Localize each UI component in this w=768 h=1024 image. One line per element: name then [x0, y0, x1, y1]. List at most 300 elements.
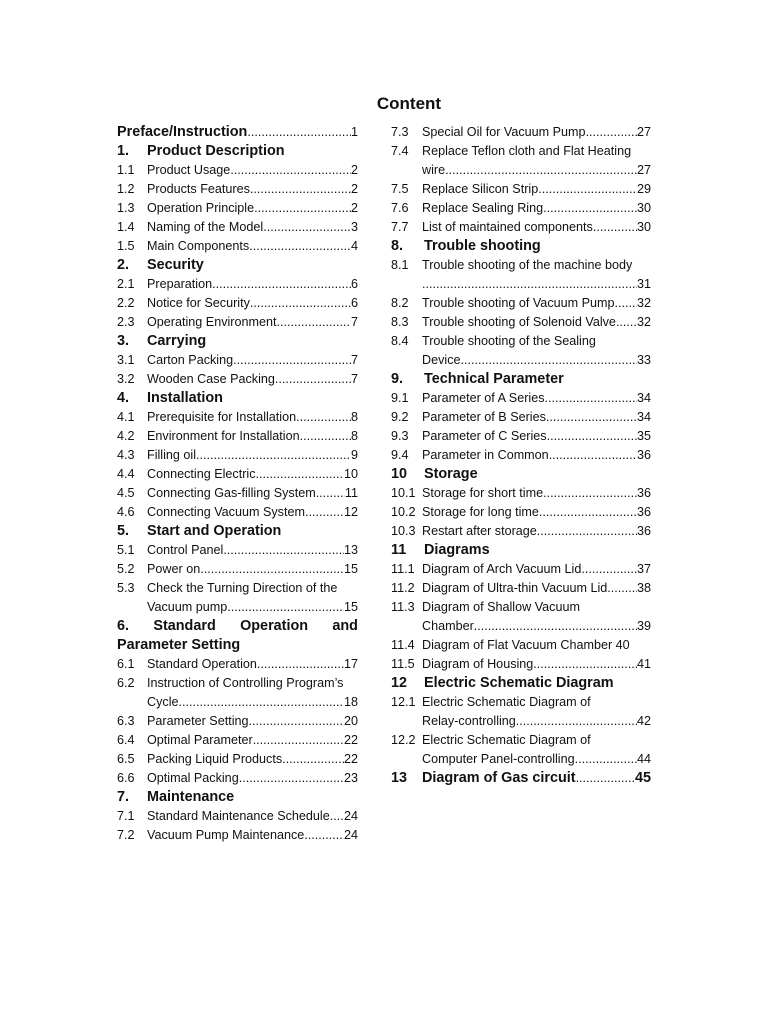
toc-entry[interactable]: [117, 427, 358, 446]
toc-page-number: 22: [343, 733, 358, 747]
toc-title: Operating Environment: [147, 315, 277, 329]
toc-page-number: 6: [350, 296, 358, 310]
toc-title: Connecting Vacuum System: [147, 505, 305, 519]
toc-title: Filling oil: [147, 448, 196, 462]
dot-leader: [576, 769, 635, 788]
toc-entry[interactable]: [117, 674, 358, 693]
dot-leader: [300, 427, 351, 446]
dot-leader: [330, 807, 344, 826]
toc-title: Security: [147, 257, 204, 273]
toc-page-number: 9: [350, 448, 358, 462]
dot-leader: [296, 408, 351, 427]
toc-title: Trouble shooting of the machine body: [422, 258, 633, 272]
toc-title: Diagram of Flat Vacuum Chamber 40: [422, 638, 630, 652]
toc-page-number: 45: [634, 770, 651, 786]
toc-entry[interactable]: [391, 313, 651, 332]
toc-number: 3.1: [117, 353, 135, 367]
dot-leader: [257, 655, 344, 674]
toc-entry[interactable]: [117, 826, 358, 845]
toc-title: Operation: [240, 618, 309, 634]
toc-entry[interactable]: [391, 199, 651, 218]
toc-entry[interactable]: [117, 351, 358, 370]
dot-leader: [615, 294, 637, 313]
toc-number: 11.1: [391, 562, 415, 576]
dot-leader: [461, 351, 637, 370]
dot-leader: [277, 313, 351, 332]
toc-number: 3.2: [117, 372, 135, 386]
toc-page-number: 2: [350, 201, 358, 215]
toc-entry[interactable]: [117, 237, 358, 256]
toc-page-number: 20: [343, 714, 358, 728]
toc-title: Naming of the Model: [147, 220, 264, 234]
dot-leader: [575, 750, 637, 769]
toc-title: Parameter Setting: [117, 637, 241, 653]
toc-number: 8.4: [391, 334, 409, 348]
toc-page-number: 33: [636, 353, 651, 367]
toc-entry[interactable]: [117, 655, 358, 674]
toc-title: Main Components: [147, 239, 250, 253]
toc-page-number: 38: [636, 581, 651, 595]
toc-entry[interactable]: [391, 180, 651, 199]
toc-title: Replace Sealing Ring: [422, 201, 544, 215]
dot-leader: [253, 731, 344, 750]
toc-title: Products Features: [147, 182, 250, 196]
dot-leader: [537, 522, 637, 541]
toc-entry[interactable]: [117, 218, 358, 237]
dot-leader: [227, 598, 344, 617]
dot-leader: [196, 446, 351, 465]
dot-leader: [249, 237, 351, 256]
toc-section-heading[interactable]: [117, 522, 358, 541]
toc-number: 7.: [117, 789, 130, 805]
toc-number: 12: [391, 675, 408, 691]
dot-leader: [586, 123, 637, 142]
toc-section-heading[interactable]: [391, 370, 651, 389]
toc-section-heading[interactable]: [117, 142, 358, 161]
toc-entry[interactable]: [391, 332, 651, 351]
toc-title: Installation: [147, 390, 223, 406]
toc-entry[interactable]: [117, 503, 358, 522]
toc-entry[interactable]: [391, 142, 651, 161]
toc-entry[interactable]: [117, 465, 358, 484]
toc-number: 7.4: [391, 144, 409, 158]
dot-leader: [607, 579, 637, 598]
toc-title: Computer Panel-controlling: [422, 752, 575, 766]
toc-title: Prerequisite for Installation: [147, 410, 297, 424]
toc-entry[interactable]: [117, 446, 358, 465]
toc-number: 5.1: [117, 543, 135, 557]
dot-leader: [230, 161, 351, 180]
toc-title: Trouble shooting of the Sealing: [422, 334, 596, 348]
toc-title: Storage for short time: [422, 486, 544, 500]
toc-title: Preface/Instruction: [117, 124, 248, 140]
toc-number: 5.2: [117, 562, 135, 576]
toc-number: 7.5: [391, 182, 409, 196]
toc-entry[interactable]: [117, 180, 358, 199]
dot-leader: [200, 560, 344, 579]
toc-page-number: 35: [636, 429, 651, 443]
toc-title: Standard Maintenance Schedule: [147, 809, 330, 823]
dot-leader: [581, 560, 637, 579]
dot-leader: [239, 769, 344, 788]
toc-title: Special Oil for Vacuum Pump: [422, 125, 586, 139]
toc-title: Parameter Setting: [147, 714, 249, 728]
toc-title: Carrying: [147, 333, 207, 349]
toc-entry[interactable]: [391, 731, 651, 750]
toc-number: 4.: [117, 390, 130, 406]
dot-leader: [593, 218, 637, 237]
toc-title: Wooden Case Packing: [147, 372, 275, 386]
toc-entry[interactable]: [391, 484, 651, 503]
toc-number: 10.1: [391, 486, 416, 500]
toc-number: 6.: [117, 618, 130, 634]
toc-title: Electric Schematic Diagram of: [422, 733, 591, 747]
toc-page-number: 34: [636, 410, 651, 424]
toc-title: Environment for Installation: [147, 429, 300, 443]
toc-entry[interactable]: [117, 294, 358, 313]
toc-page-number: 10: [343, 467, 358, 481]
dot-leader: [543, 199, 637, 218]
toc-entry[interactable]: [117, 712, 358, 731]
toc-number: 9.: [391, 371, 404, 387]
toc-section-heading[interactable]: [117, 332, 358, 351]
dot-leader: [254, 199, 351, 218]
toc-page-number: 36: [636, 486, 651, 500]
toc-page-number: 15: [343, 600, 358, 614]
dot-leader: [304, 826, 344, 845]
toc-number: 13: [391, 770, 408, 786]
toc-number: 12.2: [391, 733, 416, 747]
toc-entry[interactable]: [391, 503, 651, 522]
toc-number: 12.1: [391, 695, 416, 709]
toc-number: 7.2: [117, 828, 135, 842]
toc-number: 6.4: [117, 733, 135, 747]
toc-section-heading[interactable]: [391, 674, 651, 693]
toc-entry[interactable]: [391, 408, 651, 427]
toc-number: 9.3: [391, 429, 409, 443]
toc-title: Connecting Electric: [147, 467, 256, 481]
toc-title: Trouble shooting of Solenoid Valve: [422, 315, 616, 329]
toc-number: 6.5: [117, 752, 135, 766]
toc-number: 1.2: [117, 182, 135, 196]
dot-leader: [543, 484, 637, 503]
toc-number: 4.3: [117, 448, 135, 462]
toc-page-number: 7: [350, 315, 358, 329]
dot-leader: [256, 465, 344, 484]
dot-leader: [263, 218, 351, 237]
toc-page-number: 4: [350, 239, 358, 253]
toc-number: 5.3: [117, 581, 135, 595]
toc-title: Electric Schematic Diagram of: [422, 695, 591, 709]
toc-page-number: 22: [343, 752, 358, 766]
toc-title: Technical Parameter: [424, 371, 564, 387]
toc-title: Product Description: [147, 143, 285, 159]
dot-leader: [179, 693, 344, 712]
toc-title: Optimal Packing: [147, 771, 239, 785]
toc-page-number: 11: [344, 486, 358, 500]
dot-leader: [250, 180, 351, 199]
dot-leader: [547, 427, 637, 446]
toc-entry[interactable]: [391, 560, 651, 579]
toc-title: Packing Liquid Products: [147, 752, 283, 766]
dot-leader: [223, 541, 344, 560]
dot-leader: [282, 750, 344, 769]
toc-title: Parameter of A Series: [422, 391, 545, 405]
toc-page-number: 13: [343, 543, 358, 557]
toc-page-number: 3: [350, 220, 358, 234]
dot-leader: [474, 617, 637, 636]
toc-title: Control Panel: [147, 543, 224, 557]
toc-title: Standard: [153, 618, 216, 634]
toc-entry[interactable]: [117, 731, 358, 750]
toc-page-number: 2: [350, 182, 358, 196]
toc-number: 2.2: [117, 296, 135, 310]
toc-entry[interactable]: [117, 541, 358, 560]
toc-number: 8.: [391, 238, 404, 254]
toc-page-number: 1: [350, 125, 358, 139]
toc-number: 4.2: [117, 429, 135, 443]
toc-title: Power on: [147, 562, 201, 576]
toc-page-number: 34: [636, 391, 651, 405]
toc-number: 6.2: [117, 676, 135, 690]
toc-number: 4.1: [117, 410, 135, 424]
toc-entry[interactable]: [117, 370, 358, 389]
toc-entry-continuation[interactable]: [391, 617, 651, 636]
toc-entry[interactable]: [117, 579, 358, 598]
toc-number: 9.1: [391, 391, 409, 405]
toc-number: 7.3: [391, 125, 409, 139]
toc-page-number: 8: [350, 429, 358, 443]
toc-page-number: 39: [636, 619, 651, 633]
toc-section-heading[interactable]: [117, 788, 358, 807]
toc-number: 11.5: [391, 657, 415, 671]
toc-entry[interactable]: [391, 579, 651, 598]
toc-entry[interactable]: [117, 161, 358, 180]
toc-section-heading[interactable]: [117, 617, 358, 636]
toc-number: 1.1: [117, 163, 135, 177]
toc-page-number: 42: [636, 714, 651, 728]
toc-number: 11.2: [391, 581, 415, 595]
toc-preface-entry[interactable]: [117, 123, 358, 142]
toc-title: Connecting Gas-filling System: [147, 486, 316, 500]
toc-entry[interactable]: [117, 408, 358, 427]
toc-title: Instruction of Controlling Program’s: [147, 676, 344, 690]
toc-number: 11: [391, 542, 407, 558]
toc-page-number: 12: [343, 505, 358, 519]
dot-leader: [516, 712, 637, 731]
toc-number: 7.6: [391, 201, 409, 215]
toc-page-number: 27: [636, 125, 651, 139]
toc-section-heading[interactable]: [391, 237, 651, 256]
toc-title: Cycle: [147, 695, 179, 709]
toc-title: Diagram of Housing: [422, 657, 534, 671]
toc-title: Parameter of C Series: [422, 429, 547, 443]
toc-section-heading[interactable]: [117, 389, 358, 408]
toc-title: Restart after storage: [422, 524, 537, 538]
toc-entry-continuation[interactable]: [391, 161, 651, 180]
toc-page-number: 29: [636, 182, 651, 196]
toc-section-heading[interactable]: [117, 636, 358, 655]
toc-number: 2.1: [117, 277, 135, 291]
toc-entry[interactable]: [117, 750, 358, 769]
toc-number: 10.3: [391, 524, 416, 538]
toc-title: and: [332, 618, 358, 634]
toc-entry-continuation[interactable]: [117, 693, 358, 712]
toc-title: Vacuum pump: [147, 600, 228, 614]
toc-page-number: 8: [350, 410, 358, 424]
toc-right-column: [391, 123, 651, 788]
toc-title: Trouble shooting of Vacuum Pump: [422, 296, 615, 310]
toc-page-number: 44: [636, 752, 651, 766]
toc-title: Maintenance: [147, 789, 235, 805]
toc-section-heading[interactable]: [117, 256, 358, 275]
toc-entry[interactable]: [117, 769, 358, 788]
toc-title: Diagram of Arch Vacuum Lid: [422, 562, 582, 576]
toc-entry[interactable]: [391, 655, 651, 674]
toc-entry-continuation[interactable]: [391, 351, 651, 370]
toc-title: Standard Operation: [147, 657, 257, 671]
toc-number: 1.5: [117, 239, 135, 253]
toc-number: 10: [391, 466, 408, 482]
toc-entry[interactable]: [391, 218, 651, 237]
toc-number: 11.3: [391, 600, 415, 614]
toc-entry-continuation[interactable]: [391, 275, 651, 294]
toc-section-heading[interactable]: [391, 465, 651, 484]
toc-entry[interactable]: [117, 560, 358, 579]
toc-entry[interactable]: [391, 693, 651, 712]
toc-page-number: 6: [350, 277, 358, 291]
toc-entry[interactable]: [117, 275, 358, 294]
toc-entry[interactable]: [391, 636, 651, 655]
toc-number: 2.: [117, 257, 130, 273]
toc-page-number: 31: [636, 277, 651, 291]
toc-page-number: 32: [636, 296, 651, 310]
toc-title: Relay-controlling: [422, 714, 516, 728]
toc-number: 1.: [117, 143, 130, 159]
toc-entry[interactable]: [117, 313, 358, 332]
toc-number: 6.3: [117, 714, 135, 728]
toc-title: Parameter of B Series: [422, 410, 546, 424]
toc-entry-continuation[interactable]: [391, 750, 651, 769]
toc-page-number: 23: [343, 771, 358, 785]
dot-leader: [545, 389, 637, 408]
dot-leader: [539, 503, 637, 522]
toc-title: Diagram of Ultra-thin Vacuum Lid: [422, 581, 608, 595]
toc-page-number: 2: [350, 163, 358, 177]
toc-section-heading[interactable]: [391, 541, 651, 560]
toc-entry[interactable]: [117, 199, 358, 218]
toc-number: 4.4: [117, 467, 135, 481]
toc-number: 6.1: [117, 657, 135, 671]
toc-title: Electric Schematic Diagram: [424, 675, 614, 691]
toc-number: 8.3: [391, 315, 409, 329]
toc-number: 9.4: [391, 448, 409, 462]
toc-page-number: 18: [343, 695, 358, 709]
toc-number: 4.5: [117, 486, 135, 500]
dot-leader: [538, 180, 637, 199]
dot-leader: [533, 655, 637, 674]
toc-number: 7.7: [391, 220, 409, 234]
toc-title: Check the Turning Direction of the: [147, 581, 338, 595]
toc-entry[interactable]: [391, 123, 651, 142]
toc-entry[interactable]: [117, 484, 358, 503]
dot-leader: [549, 446, 637, 465]
toc-number: 8.1: [391, 258, 409, 272]
toc-title: Notice for Security: [147, 296, 250, 310]
toc-number: 4.6: [117, 505, 135, 519]
toc-title: Start and Operation: [147, 523, 282, 539]
toc-page-number: 30: [636, 201, 651, 215]
toc-left-column: [117, 123, 358, 845]
toc-title: List of maintained components: [422, 220, 593, 234]
page-title: Content: [376, 94, 442, 113]
toc-page-number: 15: [343, 562, 358, 576]
dot-leader: [275, 370, 351, 389]
toc-page-number: 24: [343, 828, 358, 842]
toc-title: Product Usage: [147, 163, 231, 177]
dot-leader: [445, 161, 637, 180]
toc-number: 1.4: [117, 220, 135, 234]
toc-entry[interactable]: [391, 598, 651, 617]
toc-title: Storage for long time: [422, 505, 539, 519]
toc-title: Chamber: [422, 619, 474, 633]
toc-section-heading[interactable]: [391, 769, 651, 788]
toc-title: Parameter in Common: [422, 448, 549, 462]
dot-leader: [247, 123, 351, 142]
dot-leader: [422, 275, 637, 294]
toc-number: 6.6: [117, 771, 135, 785]
toc-page-number: 27: [636, 163, 651, 177]
toc-entry[interactable]: [117, 807, 358, 826]
toc-title: Preparation: [147, 277, 213, 291]
toc-entry-continuation[interactable]: [391, 712, 651, 731]
toc-number: 3.: [117, 333, 130, 349]
toc-entry[interactable]: [391, 389, 651, 408]
toc-page-number: 7: [350, 353, 358, 367]
toc-title: Replace Teflon cloth and Flat Heating: [422, 144, 632, 158]
toc-title: Device: [422, 353, 461, 367]
dot-leader: [316, 484, 345, 503]
toc-page-number: 41: [636, 657, 651, 671]
toc-title: Storage: [424, 466, 478, 482]
toc-page-number: 7: [350, 372, 358, 386]
toc-page-number: 32: [636, 315, 651, 329]
toc-title: Carton Packing: [147, 353, 234, 367]
toc-page-number: 30: [636, 220, 651, 234]
toc-page-number: 24: [343, 809, 358, 823]
toc-number: 9.2: [391, 410, 409, 424]
toc-entry-continuation[interactable]: [117, 598, 358, 617]
toc-page-number: 17: [343, 657, 358, 671]
toc-page-number: 36: [636, 505, 651, 519]
toc-entry[interactable]: [391, 256, 651, 275]
toc-entry[interactable]: [391, 522, 651, 541]
dot-leader: [250, 294, 351, 313]
toc-entry[interactable]: [391, 427, 651, 446]
toc-title: Optimal Parameter: [147, 733, 253, 747]
dot-leader: [616, 313, 637, 332]
toc-title: Trouble shooting: [424, 238, 541, 254]
dot-leader: [546, 408, 637, 427]
toc-title: Diagram of Shallow Vacuum: [422, 600, 580, 614]
toc-number: 8.2: [391, 296, 409, 310]
toc-entry[interactable]: [391, 446, 651, 465]
toc-entry[interactable]: [391, 294, 651, 313]
toc-number: 1.3: [117, 201, 135, 215]
toc-number: 2.3: [117, 315, 135, 329]
dot-leader: [212, 275, 351, 294]
toc-title: Operation Principle: [147, 201, 255, 215]
